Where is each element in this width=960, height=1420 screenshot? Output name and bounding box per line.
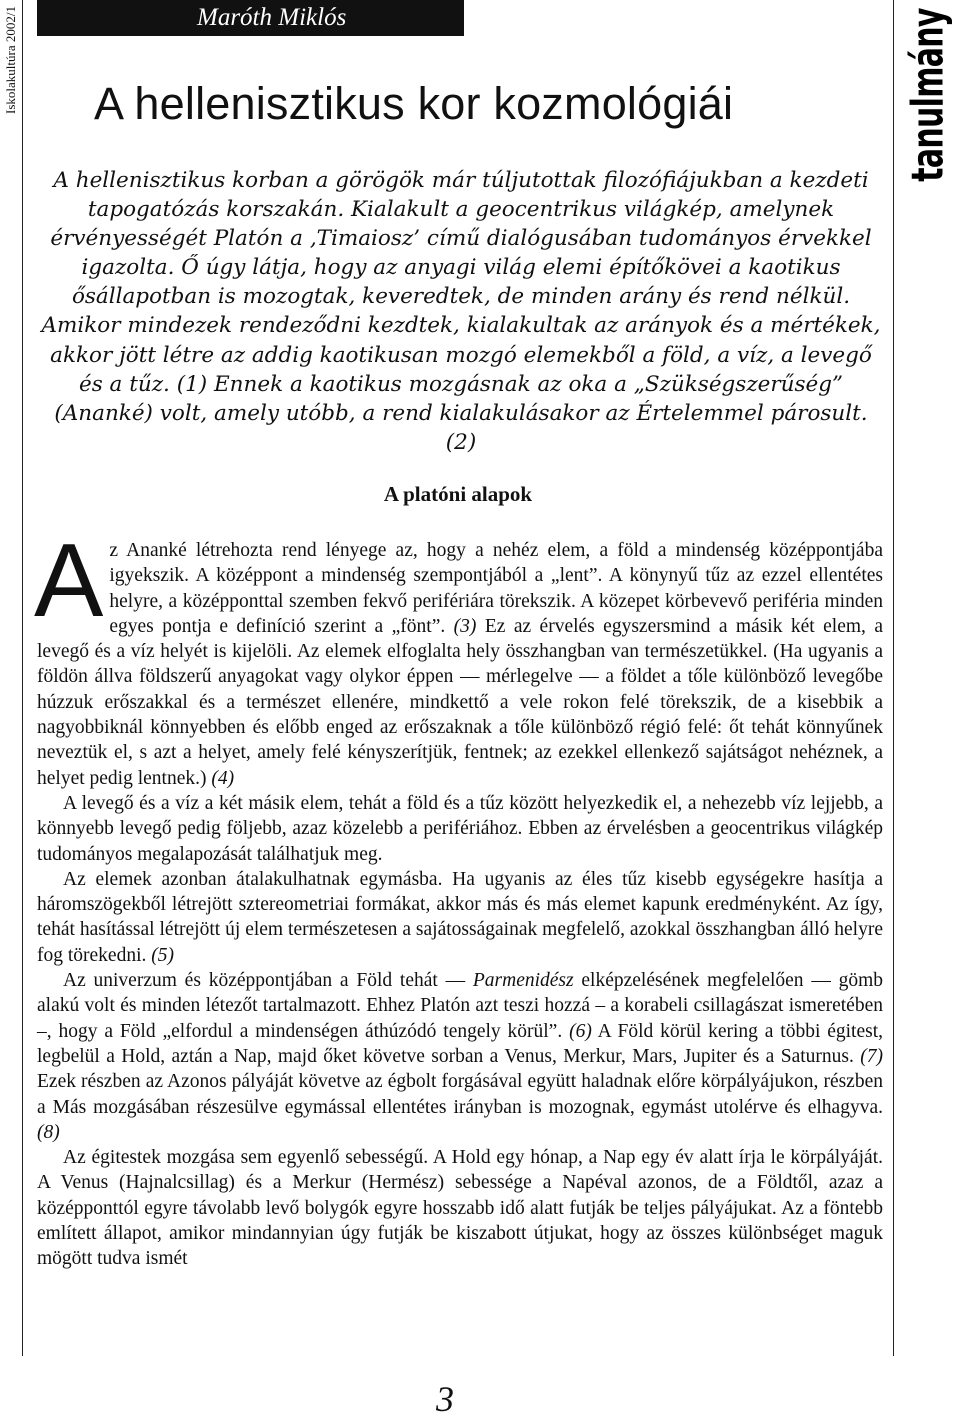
footnote-ref-8[interactable]: (8) [37,1121,60,1143]
footnote-ref-5[interactable]: (5) [151,944,175,966]
left-margin-rule [22,0,23,1356]
page-number: 3 [436,1379,454,1419]
abstract: A hellenisztikus korban a görögök már túljutottak filozófiájukban a kezdeti tapogatózás korszakán. Kialakult a geocentrikus világkép, amelynek érvényességét Platón a ‚Timaiosz’ című dialógusában tudományos érvekkel igazolta. Ő úgy látja, hogy az anyagi világ elemi építőkövei a kaotikus ősállapotban is mozogtak, keveredtek, de minden arány és rend nélkül. Amikor mindezek rendeződni kezdtek, kialakultak az arányok és a mértékek, akkor jött létre az addig kaotikusan mozgó elemekből a föld, a víz, a levegő és a tűz. (1) Ennek a kaotikus mozgásnak az oka a „Szükségszerűség” (Ananké) volt, amely utóbb, a rend kialakulásakor az Értelemmel párosult. (2) [41,168,881,455]
section-label: tanulmány [902,8,954,182]
footnote-ref-4[interactable]: (4) [211,767,235,789]
paragraph-2: A levegő és a víz a két másik elem, tehát a föld és a tűz között helyezkedik el, a nehezebb víz lejjebb, a könnyebb levegő pedig följebb, azaz közelebb a perifériához. Ebben az érvelésben a geocentrikus világkép tudományos megalapozását találhatjuk meg. [37,792,883,865]
paragraph-4-text-c: A Föld körül kering a többi égitest, legbelül a Hold, aztán a Nap, majd őket követve sorban a Venus, Merkur, Mars, Jupiter és a Saturnus. [37,1020,883,1067]
paragraph-1 [34,523,883,791]
footnote-ref-6[interactable]: (6) [569,1020,592,1042]
paragraph-4 [37,968,883,1145]
footnote-ref-7[interactable]: (7) [860,1045,883,1067]
article-body [34,523,884,1272]
paragraph-1-text-a: z Ananké létrehozta rend lényege az, hogy a nehéz elem, a föld a mindenség középpontjába igyekszik. A középpont a mindenség szempontjából a „lent”. A könynyű tűz az ezzel ellentétes helyre, a középponttal szemben fekvő perifériára törekszik. A közepet körbevevő periféria minden egyes pontja e definíció szerint a „fönt”. [109,540,883,637]
parmenides-name: Parmenidész [472,970,574,992]
paragraph-3-text: Az elemek azonban átalakulhatnak egymásba. Ha ugyanis az éles tűz kisebb egységekre hasítja a háromszögekből létrejött sztereometriai formákat, akkor más és más elemet kapunk eredményként. Az így, tehát hasítással létrejött új elem természetesen a sajátosságainak megfelelő, azokkal összhangban álló helyre fog törekedni. [37,868,883,966]
right-margin-rule [893,0,894,1356]
footnote-ref-3[interactable]: (3) [453,615,477,637]
author-name: Maróth Miklós [197,4,347,31]
journal-label: Iskolakultúra 2002/1 [3,6,18,114]
section-heading: A platóni alapok [383,482,533,506]
article-title: A hellenisztikus kor kozmológiái [94,78,734,129]
paragraph-3 [37,867,883,968]
drop-cap: A [34,523,104,639]
paragraph-1-text-b: Ez az érvelés egyszersmind a másik két elem, a levegő és a víz helyét is kijelöli. Az elemek elfoglalta hely összhangban van természetükkel. (Ha ugyanis a földön állva földszerű anyagokat vagy olykor éppen — mérlegelve — a földet a tőle különböző levegőbe húzzuk erőszakkal és a természet ellenére, mindkettő a vele rokon felé törekszik, de a kisebbik a nagyobbiknál könnyebben és előbb enged az erőszaknak a tőle különböző régió felé: őt tehát könnyűnek neveztük el, s azt a helyet, amely felé kényszerítjük, fentnek; az ezekkel ellenkező sajátságot nehéznek, a helyet pedig lentnek.) [37,615,883,789]
paragraph-5: Az égitestek mozgása sem egyenlő sebességű. A Hold egy hónap, a Nap egy év alatt írja le körpályáját. A Venus (Hajnalcsillag) és a Merkur (Hermész) sebessége a Napéval azonos, de a Földtől, azaz a középponttól egyre távolabb levő bolygók egyre hosszabb idő alatt futják be teljes pályájukat. Az a föntebb említett állapot, amikor mindannyian úgy futják be kiszabott útjukat, hogy az összes különbséget maguk mögött tudva ismét [37,1147,883,1270]
paragraph-4-text-a: Az univerzum és középpontjában a Föld tehát — [63,970,466,992]
paragraph-4-text-d: Ezek részben az Azonos pályáját követve az égbolt forgásával együtt haladnak előre körpályájukon, részben a Más mozgásában részesülve egymással ellentétes irányban is mozognak, egymást utolérve és elhagyva. [37,1071,883,1118]
paragraph-4-text-b: elképzelésének megfelelően — gömb alakú volt és minden létezőt tartalmazott. Ehhez Platón azt teszi hozzá – a korabeli csillagászat ismeretében –, hogy a Föld „elfordul a mindenségen áthúzódó tengely körül”. [37,970,884,1042]
author-bar [37,0,464,36]
